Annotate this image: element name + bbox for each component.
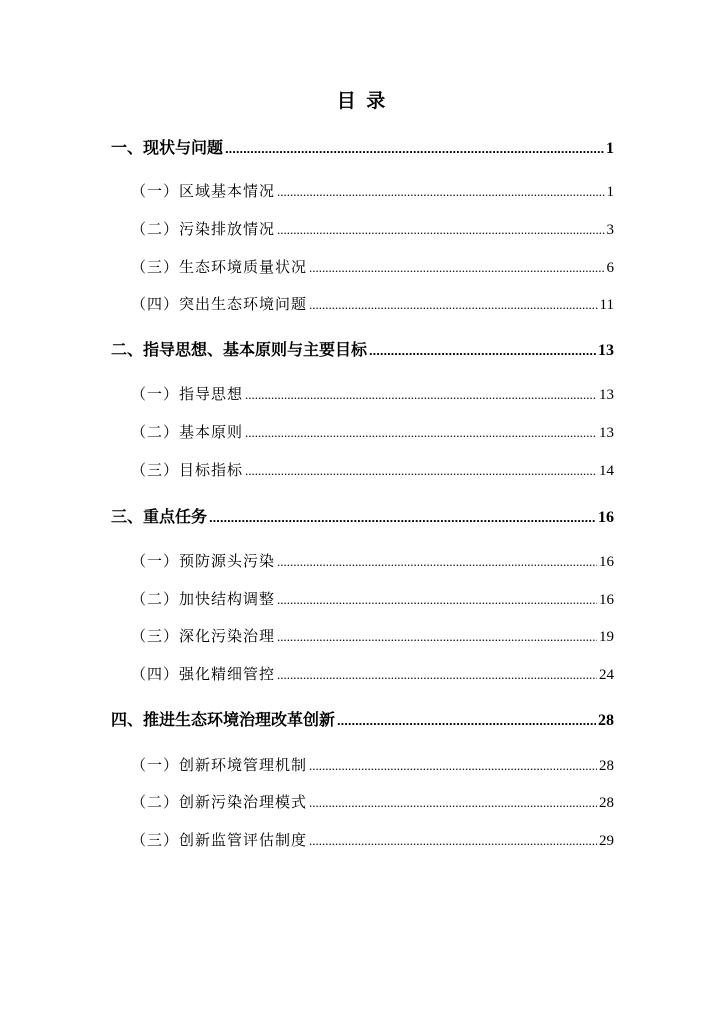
toc-section-entry[interactable] [131,791,614,814]
toc-dot-leader [309,294,598,316]
toc-chapter-entry[interactable] [111,709,614,732]
toc-dot-leader [245,422,597,444]
toc-page-number: 28 [599,758,614,774]
toc-section-entry[interactable] [131,550,614,573]
toc-entry-title: （一）创新环境管理机制 [131,756,308,774]
toc-entry-title: 三、重点任务 [111,507,208,526]
toc-entry-title: 二、指导思想、基本原则与主要目标 [111,340,368,359]
toc-entry-title: （四）突出生态环境问题 [131,295,308,313]
toc-chapter-entry[interactable] [111,137,614,160]
toc-page-number: 3 [606,222,614,238]
toc-page-number: 13 [599,387,614,403]
toc-section-entry[interactable] [131,383,614,406]
toc-entry-title: （一）预防源头污染 [131,552,276,570]
toc-page-number: 11 [599,297,614,313]
toc-page-number: 6 [606,260,614,276]
toc-dot-leader [209,507,596,529]
toc-dot-leader [337,710,596,732]
toc-page-number: 13 [598,342,614,359]
toc-page-number: 16 [599,592,614,608]
toc-dot-leader [277,551,597,573]
toc-dot-leader [369,340,596,362]
toc-dot-leader [277,626,597,648]
toc-entry-title: （二）基本原则 [131,423,244,441]
toc-section-entry[interactable] [131,754,614,777]
toc-page-number: 19 [599,629,614,645]
toc-section-entry[interactable] [131,829,614,852]
toc-section-entry[interactable] [131,180,614,203]
toc-page-number: 14 [599,463,614,479]
toc-entry-title: （二）创新污染治理模式 [131,793,308,811]
toc-section-entry[interactable] [131,293,614,316]
toc-entry-title: （三）深化污染治理 [131,627,276,645]
toc-entry-title: 一、现状与问题 [111,138,224,157]
toc-dot-leader [309,830,597,852]
toc-entry-title: （一）区域基本情况 [131,182,276,200]
toc-dot-leader [277,664,597,686]
toc-section-entry[interactable] [131,663,614,686]
toc-section-entry[interactable] [131,459,614,482]
toc-page-number: 1 [606,140,614,157]
toc-section-entry[interactable] [131,588,614,611]
toc-page-number: 28 [598,712,614,729]
toc-entry-title: （二）加快结构调整 [131,590,276,608]
toc-entry-title: （二）污染排放情况 [131,220,276,238]
toc-page-number: 28 [599,795,614,811]
toc-dot-leader [245,384,597,406]
toc-section-entry[interactable] [131,256,614,279]
toc-entry-title: 四、推进生态环境治理改革创新 [111,710,336,729]
toc-entry-title: （三）创新监管评估制度 [131,831,308,849]
toc-dot-leader [245,460,597,482]
toc-dot-leader [309,755,597,777]
toc-page-number: 29 [599,833,614,849]
toc-section-entry[interactable] [131,625,614,648]
toc-page-number: 24 [599,667,614,683]
toc-entry-title: （四）强化精细管控 [131,665,276,683]
toc-entry-title: （三）目标指标 [131,461,244,479]
toc-dot-leader [277,181,604,203]
toc-entry-title: （一）指导思想 [131,385,244,403]
toc-page-number: 16 [599,554,614,570]
toc-dot-leader [277,219,604,241]
toc-dot-leader [309,257,604,279]
toc-page-number: 16 [598,509,614,526]
toc-chapter-entry[interactable] [111,506,614,529]
toc-page-number: 1 [606,184,614,200]
toc-entry-title: （三）生态环境质量状况 [131,258,308,276]
toc-chapter-entry[interactable] [111,339,614,362]
toc-dot-leader [225,138,604,160]
toc-dot-leader [277,589,597,611]
toc-title: 目 录 [336,90,388,112]
toc-section-entry[interactable] [131,218,614,241]
toc-dot-leader [309,792,597,814]
toc-section-entry[interactable] [131,421,614,444]
toc-page-number: 13 [599,425,614,441]
